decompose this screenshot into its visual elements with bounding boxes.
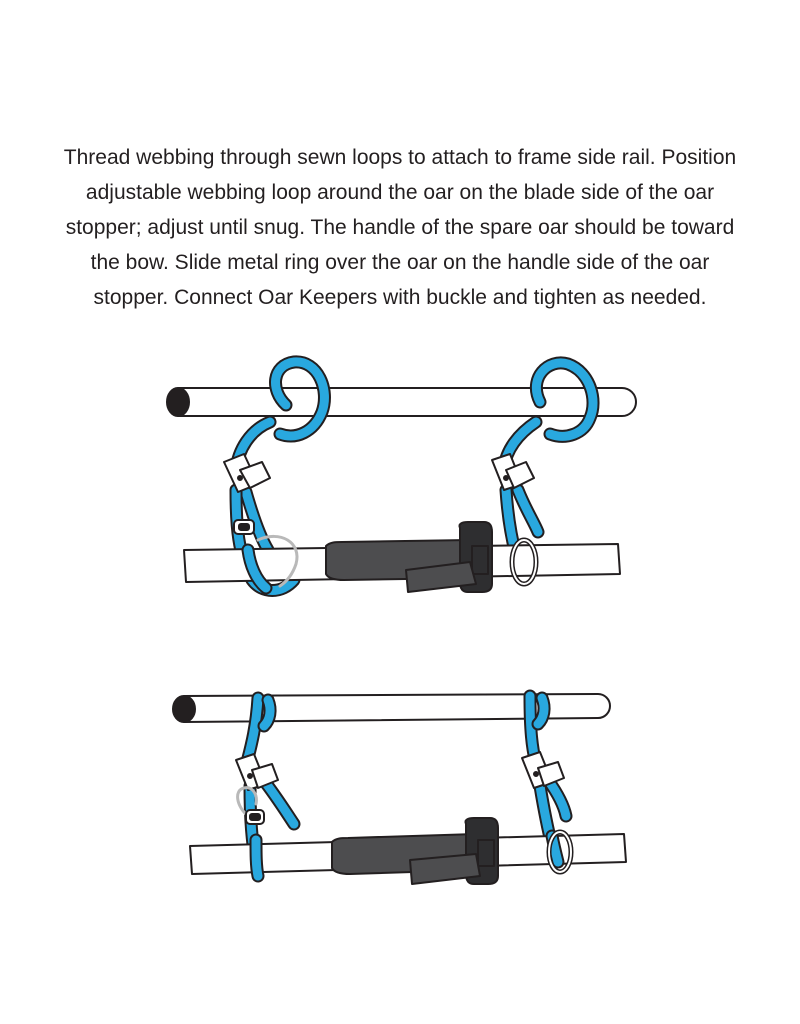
oar-keeper-diagram-1 [0, 350, 800, 610]
oar-keeper-diagram-2 [0, 670, 800, 910]
oar-stopper-icon [326, 522, 492, 592]
buckle-icon [522, 752, 564, 788]
diagram-tightened-strap [0, 670, 800, 910]
instruction-line-2: adjustable webbing loop around the oar on the blade side of the oar [85, 181, 715, 204]
oar-stopper-icon [332, 818, 498, 884]
instruction-line-1: Thread webbing through sewn loops to attach to frame side rail. Position [63, 146, 737, 169]
buckle-icon [492, 454, 534, 490]
instruction-text [40, 140, 760, 315]
frame-rail-icon [167, 388, 636, 416]
metal-keeper-icon [246, 810, 264, 824]
metal-keeper-icon [234, 520, 254, 534]
diagram-loose-strap [0, 350, 800, 610]
instruction-line-3: stopper; adjust until snug. The handle of the spare oar should be toward [65, 216, 735, 239]
instruction-line-4: the bow. Slide metal ring over the oar on the handle side of the oar [90, 251, 710, 274]
instruction-line-5: stopper. Connect Oar Keepers with buckle and tighten as needed. [93, 286, 707, 309]
